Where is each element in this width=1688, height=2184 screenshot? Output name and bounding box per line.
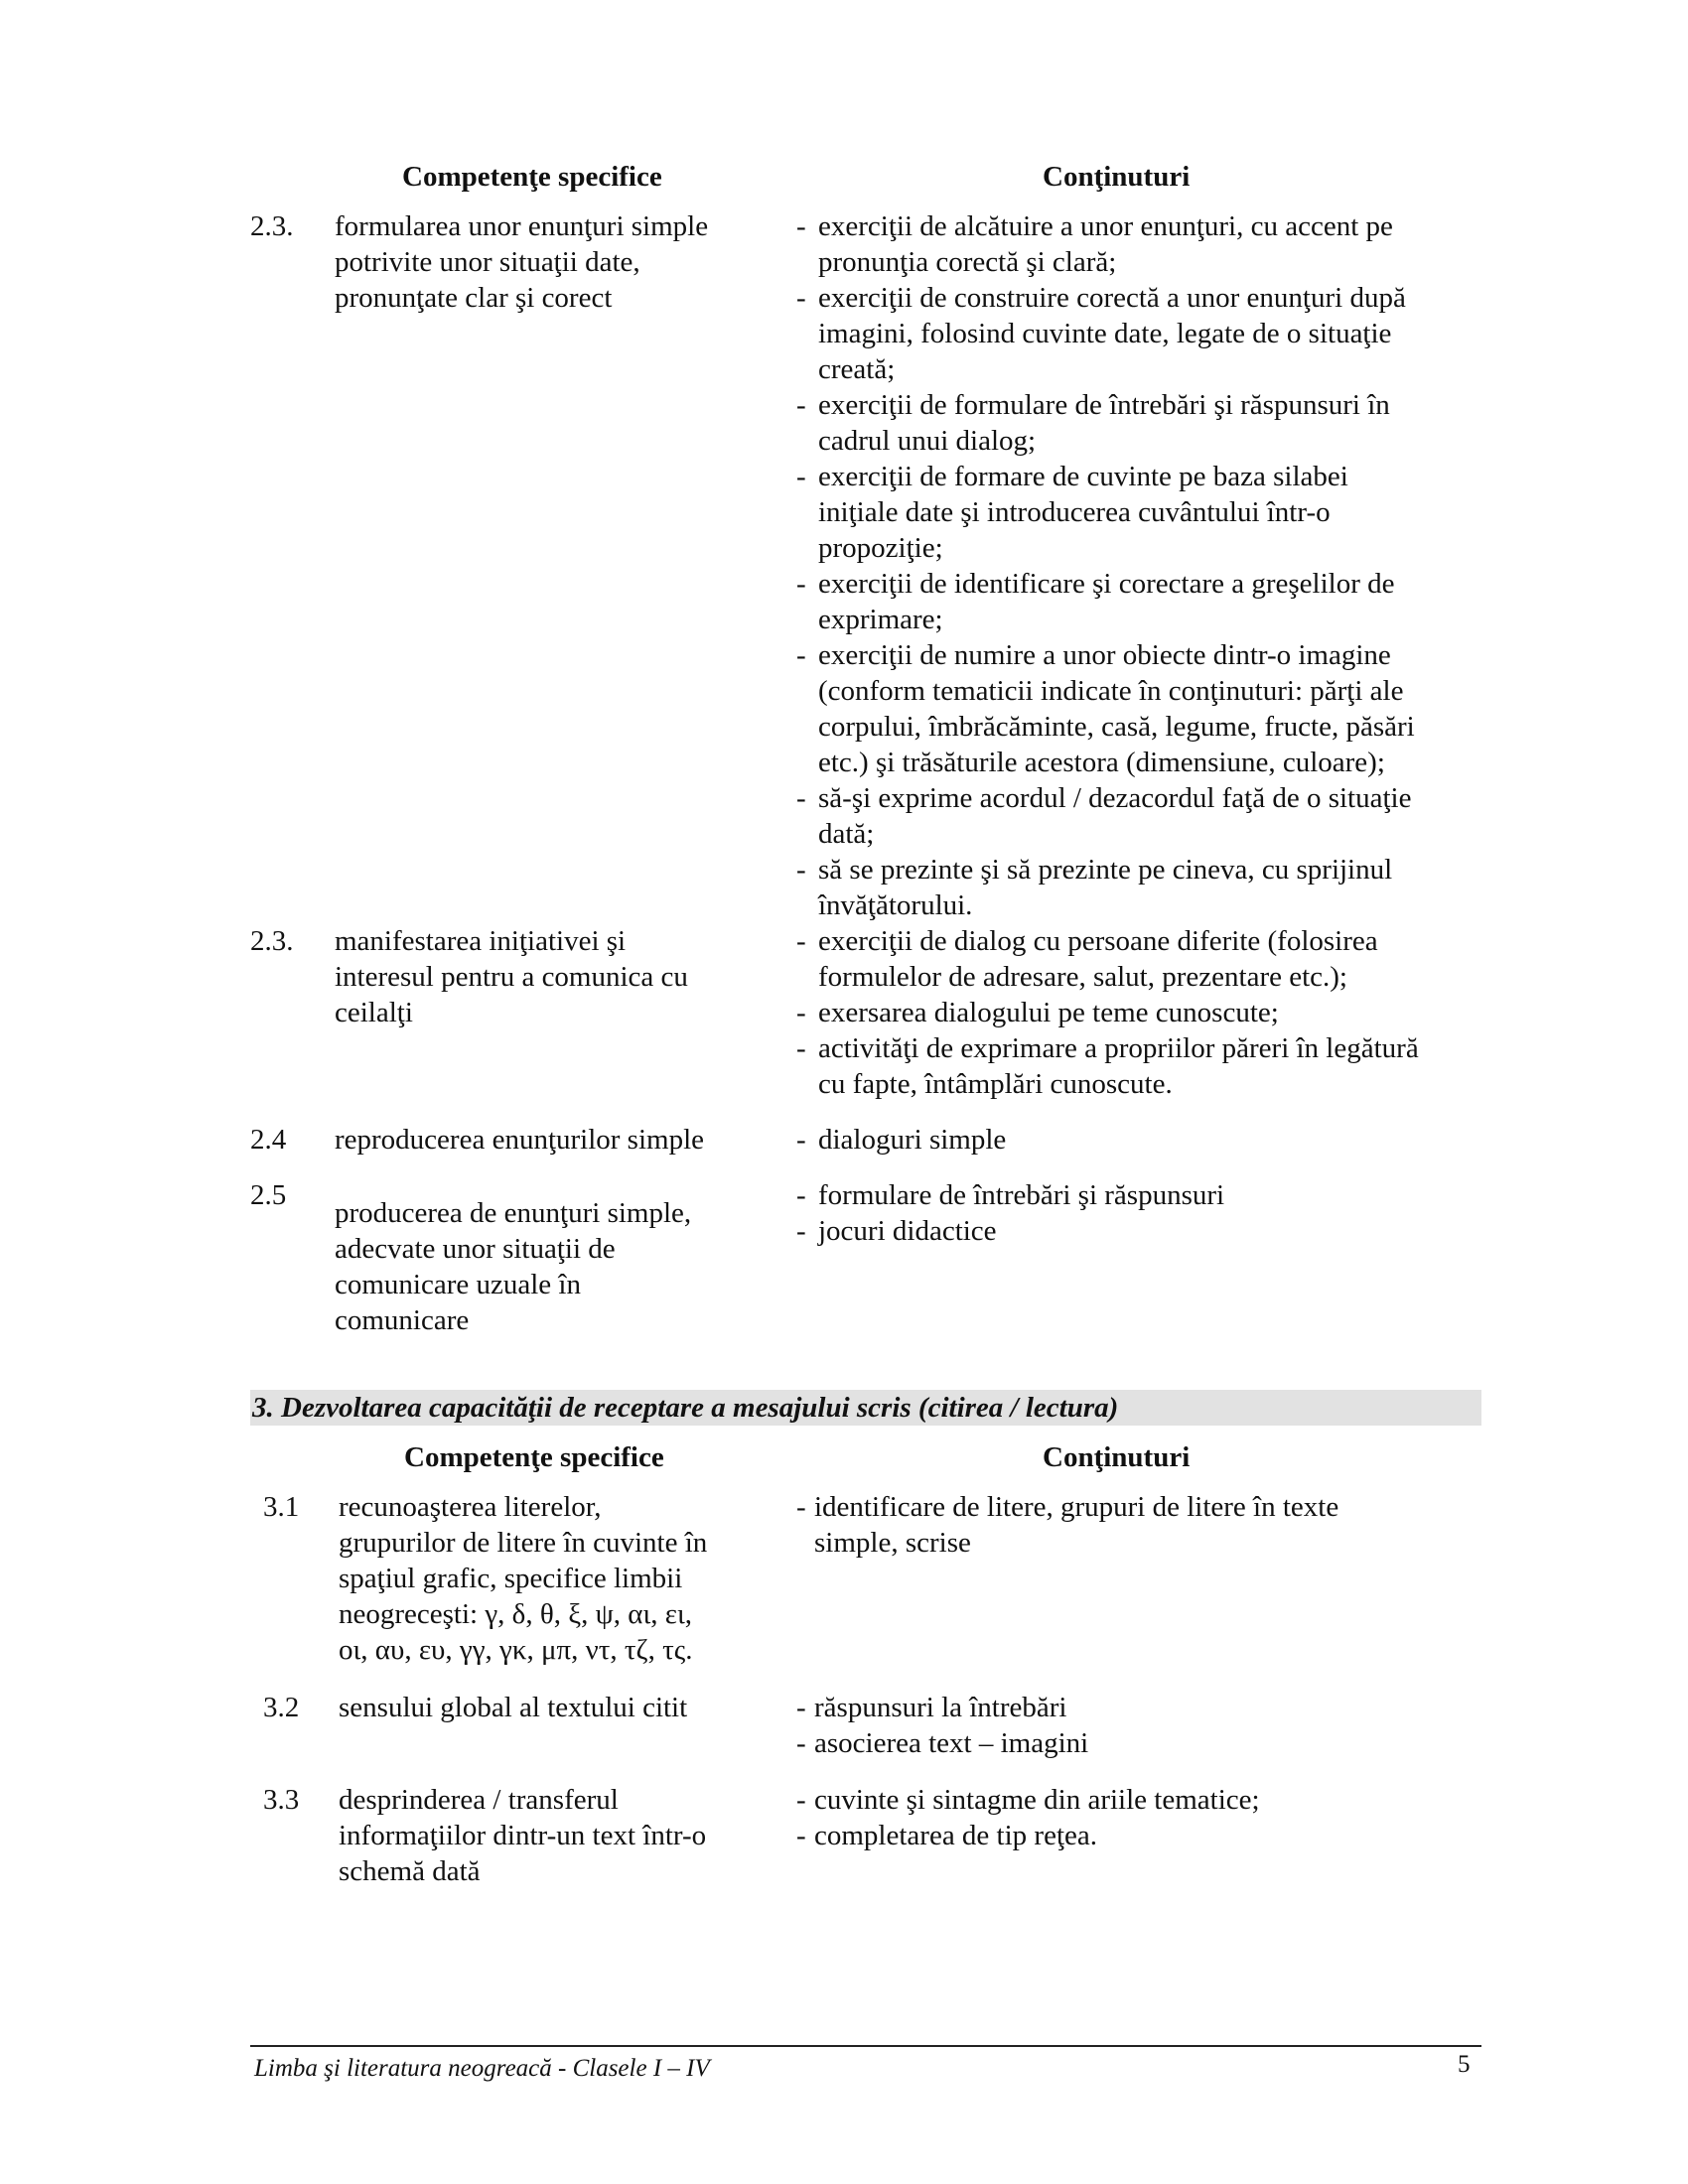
competence-text: reproducerea enunţurilor simple bbox=[335, 1124, 705, 1156]
list-item: - exerciţii de formare de cuvinte pe baza silabei iniţiale date şi introducerea cuvântului într-o propoziţie; bbox=[796, 461, 1348, 564]
list-item: - identificare de litere, grupuri de litere în texte simple, scrise bbox=[796, 1491, 1339, 1559]
row-number: 2.4 bbox=[250, 1124, 287, 1156]
list-item: - formulare de întrebări şi răspunsuri bbox=[796, 1179, 1225, 1211]
footer-divider bbox=[250, 2045, 1481, 2047]
content-list bbox=[796, 1177, 1224, 1249]
footer-title: Limba şi literatura neogreacă - Clasele I – IV bbox=[254, 2055, 710, 2082]
column-header-competente: Competenţe specifice bbox=[402, 161, 662, 193]
list-item: - activităţi de exprimare a propriilor păreri în legătură cu fapte, întâmplări cunoscute. bbox=[796, 1032, 1419, 1100]
content-list bbox=[796, 923, 1419, 1102]
content-list bbox=[796, 1782, 1260, 1853]
content-list bbox=[796, 1122, 1006, 1158]
content-list bbox=[796, 1489, 1338, 1561]
row-number: 2.3. bbox=[250, 925, 294, 957]
page-number: 5 bbox=[1458, 2051, 1471, 2078]
list-item: - să se prezinte şi să prezinte pe cineva, cu sprijinul învăţătorului. bbox=[796, 854, 1393, 921]
row-number: 3.1 bbox=[263, 1491, 300, 1523]
list-item: - exerciţii de numire a unor obiecte dintr-o imagine (conform tematicii indicate în conţinuturi: părţi ale corpului, îmbrăcăminte, casă, legume, fructe, păsări etc.) şi trăsăturile acestora (dimensiune, culoare); bbox=[796, 639, 1415, 778]
column-header-continuturi: Conţinuturi bbox=[1043, 1441, 1191, 1473]
row-number: 3.2 bbox=[263, 1692, 300, 1723]
list-item: - exerciţii de construire corectă a unor enunţuri după imagini, folosind cuvinte date, legate de o situaţie creată; bbox=[796, 282, 1406, 385]
column-header-continuturi: Conţinuturi bbox=[1043, 161, 1191, 193]
list-item: - să-şi exprime acordul / dezacordul faţă de o situaţie dată; bbox=[796, 782, 1412, 850]
competence-text: manifestarea iniţiativei şi interesul pentru a comunica cu ceilalţi bbox=[335, 925, 688, 1028]
row-number: 2.5 bbox=[250, 1179, 287, 1211]
competence-text: recunoaşterea literelor, grupurilor de litere în cuvinte în spaţiul grafic, specifice limbii neogreceşti: γ, δ, θ, ξ, ψ, αι, ει, οι, αυ, ευ, γγ, γκ, μπ, ντ, τζ, τς. bbox=[339, 1491, 708, 1666]
list-item: - asocierea text – imagini bbox=[796, 1727, 1089, 1759]
competence-text: desprinderea / transferul informaţiilor dintr-un text într-o schemă dată bbox=[339, 1784, 707, 1887]
list-item: - jocuri didactice bbox=[796, 1215, 997, 1247]
row-number: 3.3 bbox=[263, 1784, 300, 1816]
list-item: - dialoguri simple bbox=[796, 1124, 1007, 1156]
list-item: - răspunsuri la întrebări bbox=[796, 1692, 1067, 1723]
list-item: - exerciţii de formulare de întrebări şi răspunsuri în cadrul unui dialog; bbox=[796, 389, 1390, 457]
list-item: - exersarea dialogului pe teme cunoscute; bbox=[796, 997, 1279, 1028]
row-number: 2.3. bbox=[250, 210, 294, 242]
list-item: - cuvinte şi sintagme din ariile tematice; bbox=[796, 1784, 1260, 1816]
competence-text: producerea de enunţuri simple, adecvate unor situaţii de comunicare uzuale în comunicare bbox=[335, 1197, 692, 1336]
competence-text: formularea unor enunţuri simple potrivite unor situaţii date, pronunţate clar şi corect bbox=[335, 210, 709, 314]
list-item: - completarea de tip reţea. bbox=[796, 1820, 1098, 1851]
section-heading: 3. Dezvoltarea capacităţii de receptare a mesajului scris (citirea / lectura) bbox=[252, 1392, 1119, 1424]
content-list bbox=[796, 208, 1415, 923]
competence-text: sensului global al textului citit bbox=[339, 1692, 688, 1723]
list-item: - exerciţii de alcătuire a unor enunţuri, cu accent pe pronunţia corectă şi clară; bbox=[796, 210, 1393, 278]
list-item: - exerciţii de dialog cu persoane diferite (folosirea formulelor de adresare, salut, prezentare etc.); bbox=[796, 925, 1378, 993]
list-item: - exerciţii de identificare şi corectare a greşelilor de exprimare; bbox=[796, 568, 1395, 635]
content-list bbox=[796, 1690, 1088, 1761]
column-header-competente: Competenţe specifice bbox=[404, 1441, 664, 1473]
